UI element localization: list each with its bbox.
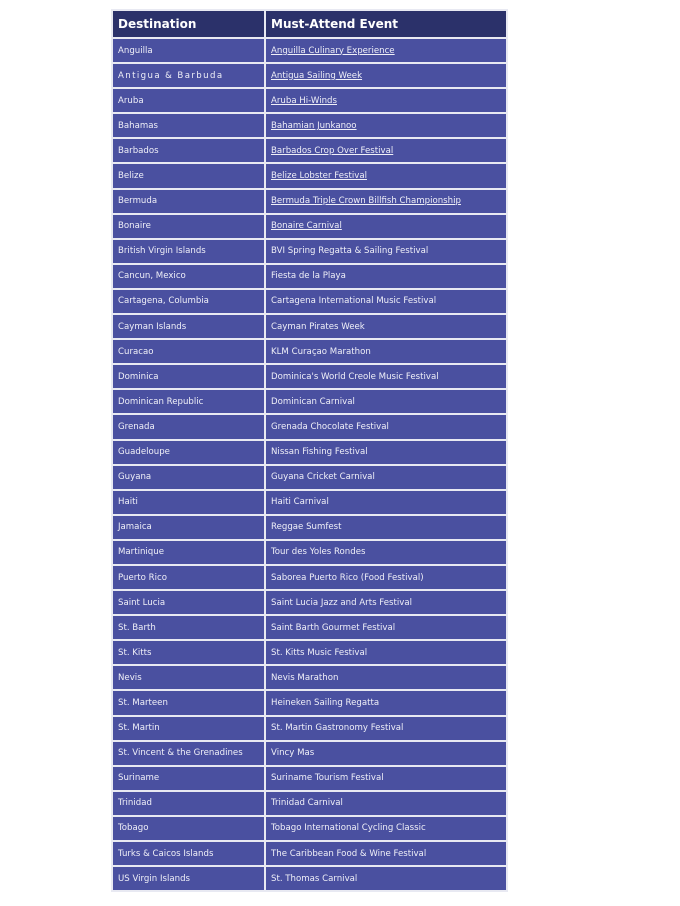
event-cell	[266, 139, 506, 162]
event-cell: Saint Barth Gourmet Festival	[266, 616, 506, 639]
event-cell: Dominican Carnival	[266, 390, 506, 413]
table-row	[113, 491, 506, 514]
table-row	[113, 742, 506, 765]
destination-cell: Martinique	[113, 541, 264, 564]
table-row	[113, 190, 506, 213]
event-cell	[266, 89, 506, 112]
table-row	[113, 767, 506, 790]
destination-cell: Saint Lucia	[113, 591, 264, 614]
event-cell: Cartagena International Music Festival	[266, 290, 506, 313]
destination-cell: Dominica	[113, 365, 264, 388]
destination-cell: St. Vincent & the Grenadines	[113, 742, 264, 765]
table-row	[113, 842, 506, 865]
event-cell: The Caribbean Food & Wine Festival	[266, 842, 506, 865]
event-cell	[266, 64, 506, 87]
event-cell: Tobago International Cycling Classic	[266, 817, 506, 840]
destination-cell: Aruba	[113, 89, 264, 112]
destination-cell: St. Kitts	[113, 641, 264, 664]
event-cell: St. Martin Gastronomy Festival	[266, 717, 506, 740]
event-cell: Haiti Carnival	[266, 491, 506, 514]
event-cell	[266, 215, 506, 238]
destination-cell: British Virgin Islands	[113, 240, 264, 263]
table-row	[113, 867, 506, 890]
table-row	[113, 466, 506, 489]
event-cell: Saborea Puerto Rico (Food Festival)	[266, 566, 506, 589]
event-link[interactable]: Anguilla Culinary Experience	[271, 45, 395, 56]
destination-cell: Antigua & Barbuda	[113, 64, 264, 87]
table-row	[113, 591, 506, 614]
table-row	[113, 89, 506, 112]
event-cell: Heineken Sailing Regatta	[266, 691, 506, 714]
event-link[interactable]: Bermuda Triple Crown Billfish Championship	[271, 196, 461, 207]
header-event: Must-Attend Event	[266, 11, 506, 37]
destination-cell: Bermuda	[113, 190, 264, 213]
table-row	[113, 64, 506, 87]
event-cell	[266, 164, 506, 187]
table-row	[113, 240, 506, 263]
event-cell: BVI Spring Regatta & Sailing Festival	[266, 240, 506, 263]
table-row	[113, 390, 506, 413]
table-row	[113, 641, 506, 664]
table-row	[113, 340, 506, 363]
event-cell: St. Thomas Carnival	[266, 867, 506, 890]
destination-cell: Anguilla	[113, 39, 264, 62]
destination-cell: Barbados	[113, 139, 264, 162]
event-cell: Grenada Chocolate Festival	[266, 415, 506, 438]
destination-cell: Trinidad	[113, 792, 264, 815]
table-row	[113, 265, 506, 288]
destination-cell: St. Barth	[113, 616, 264, 639]
table-row	[113, 516, 506, 539]
table-row	[113, 315, 506, 338]
event-cell: St. Kitts Music Festival	[266, 641, 506, 664]
table-row	[113, 114, 506, 137]
destination-cell: Nevis	[113, 666, 264, 689]
destination-cell: Jamaica	[113, 516, 264, 539]
event-link[interactable]: Antigua Sailing Week	[271, 70, 363, 81]
destination-cell: Puerto Rico	[113, 566, 264, 589]
event-link[interactable]: Aruba Hi-Winds	[271, 95, 337, 106]
event-cell: Vincy Mas	[266, 742, 506, 765]
event-cell	[266, 114, 506, 137]
event-link[interactable]: Bahamian Junkanoo	[271, 120, 357, 131]
event-cell	[266, 39, 506, 62]
event-cell: Trinidad Carnival	[266, 792, 506, 815]
destination-cell: Guadeloupe	[113, 441, 264, 464]
table-row	[113, 691, 506, 714]
event-cell: Reggae Sumfest	[266, 516, 506, 539]
table-row	[113, 415, 506, 438]
event-cell: KLM Curaçao Marathon	[266, 340, 506, 363]
table-row	[113, 290, 506, 313]
event-cell: Tour des Yoles Rondes	[266, 541, 506, 564]
table-row	[113, 365, 506, 388]
destination-cell: US Virgin Islands	[113, 867, 264, 890]
table-header-row	[113, 11, 506, 37]
table-row	[113, 441, 506, 464]
destination-cell: Bonaire	[113, 215, 264, 238]
event-link[interactable]: Bonaire Carnival	[271, 221, 342, 232]
destination-cell: Bahamas	[113, 114, 264, 137]
destination-cell: Turks & Caicos Islands	[113, 842, 264, 865]
table-row	[113, 792, 506, 815]
destination-cell: Curacao	[113, 340, 264, 363]
header-destination: Destination	[113, 11, 264, 37]
table-row	[113, 717, 506, 740]
event-link[interactable]: Belize Lobster Festival	[271, 171, 367, 182]
table-body	[113, 39, 506, 890]
table-row	[113, 215, 506, 238]
table-row	[113, 39, 506, 62]
destination-cell: St. Marteen	[113, 691, 264, 714]
destination-cell: Grenada	[113, 415, 264, 438]
event-cell: Fiesta de la Playa	[266, 265, 506, 288]
table-row	[113, 616, 506, 639]
destination-cell: Guyana	[113, 466, 264, 489]
destination-cell: Suriname	[113, 767, 264, 790]
destination-cell: Cancun, Mexico	[113, 265, 264, 288]
event-cell: Nevis Marathon	[266, 666, 506, 689]
event-cell: Nissan Fishing Festival	[266, 441, 506, 464]
event-cell: Saint Lucia Jazz and Arts Festival	[266, 591, 506, 614]
event-cell: Suriname Tourism Festival	[266, 767, 506, 790]
table-row	[113, 139, 506, 162]
event-cell: Dominica's World Creole Music Festival	[266, 365, 506, 388]
destination-cell: Belize	[113, 164, 264, 187]
destination-cell: Haiti	[113, 491, 264, 514]
caribbean-events-table	[111, 9, 508, 892]
event-cell	[266, 190, 506, 213]
destination-cell: Dominican Republic	[113, 390, 264, 413]
event-cell: Cayman Pirates Week	[266, 315, 506, 338]
destination-cell: Tobago	[113, 817, 264, 840]
destination-cell: Cartagena, Columbia	[113, 290, 264, 313]
table-row	[113, 164, 506, 187]
destination-cell: St. Martin	[113, 717, 264, 740]
table-row	[113, 541, 506, 564]
event-link[interactable]: Barbados Crop Over Festival	[271, 145, 394, 156]
table-row	[113, 666, 506, 689]
destination-cell: Cayman Islands	[113, 315, 264, 338]
table-row	[113, 566, 506, 589]
table-row	[113, 817, 506, 840]
event-cell: Guyana Cricket Carnival	[266, 466, 506, 489]
